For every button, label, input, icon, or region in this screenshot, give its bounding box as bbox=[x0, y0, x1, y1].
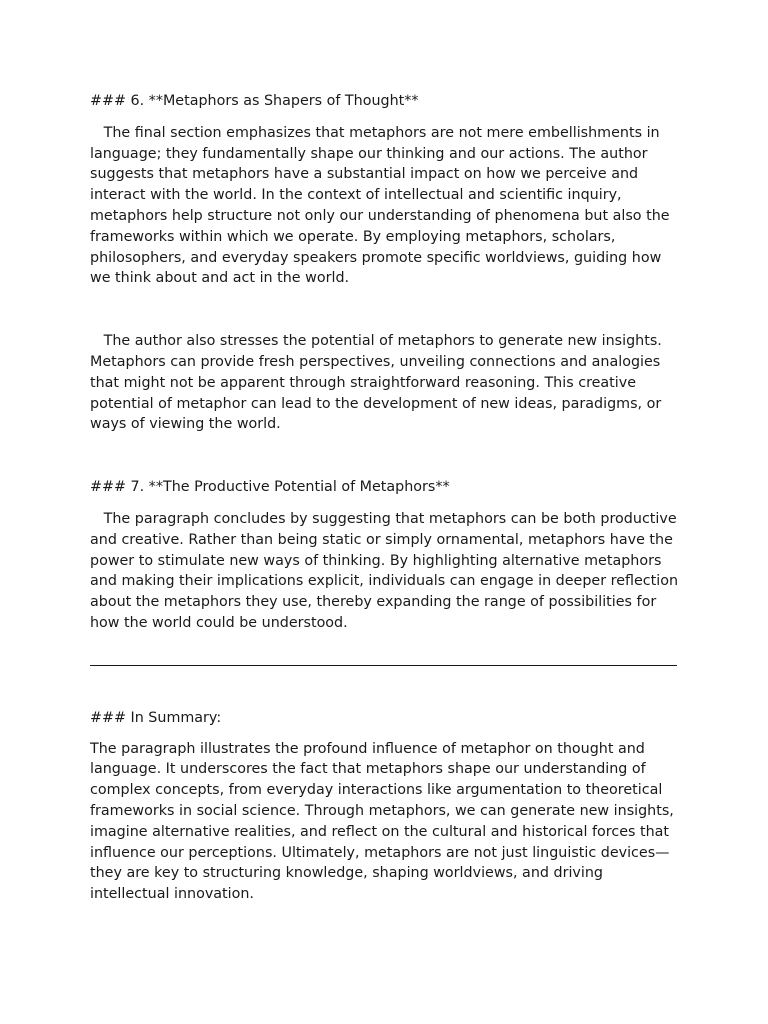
section-6-paragraph-2: The author also stresses the potential of metaphors to generate new insights. Metaphors can provide fresh perspectives, unveiling connections and analogies that might not be apparent through straightforward reasoning. This creative potential of metaphor can lead to the development of new ideas, paradigms, or ways of viewing the world. bbox=[90, 333, 667, 433]
section-7-paragraph: The paragraph concludes by suggesting that metaphors can be both productive and creative. Rather than being static or simply ornamental, metaphors have the power to stimulate new ways of thinking. By highlighting alternative metaphors and making their implications explicit, individuals can engage in deeper reflection about the metaphors they use, thereby expanding the range of possibilities for how the world could be understood. bbox=[90, 510, 683, 631]
summary-paragraph: The paragraph illustrates the profound influence of metaphor on thought and language. It underscores the fact that metaphors shape our understanding of complex concepts, from everyday interactions like argumentation to theoretical frameworks in social science. Through metaphors, we can generate new insights, imagine alternative realities, and reflect on the cultural and historical forces that influence our perceptions. Ultimately, metaphors are not just linguistic devices—they are key to structuring knowledge, shaping worldviews, and driving intellectual innovation. bbox=[90, 740, 679, 903]
section-7-heading: ### 7. **The Productive Potential of Metaphors** bbox=[90, 479, 450, 496]
section-6-paragraph-1: The final section emphasizes that metaphors are not mere embellishments in language; they fundamentally shape our thinking and our actions. The author suggests that metaphors have a substantial impact on how we perceive and interact with the world. In the context of intellectual and scientific inquiry, metaphors help structure not only our understanding of phenomena but also the frameworks within which we operate. By employing metaphors, scholars, philosophers, and everyday speakers promote specific worldviews, guiding how we think about and act in the world. bbox=[90, 124, 675, 287]
horizontal-divider bbox=[90, 665, 677, 666]
section-6-heading: ### 6. **Metaphors as Shapers of Thought** bbox=[90, 93, 419, 109]
summary-heading: ### In Summary: bbox=[90, 709, 222, 726]
document-page bbox=[90, 91, 683, 905]
